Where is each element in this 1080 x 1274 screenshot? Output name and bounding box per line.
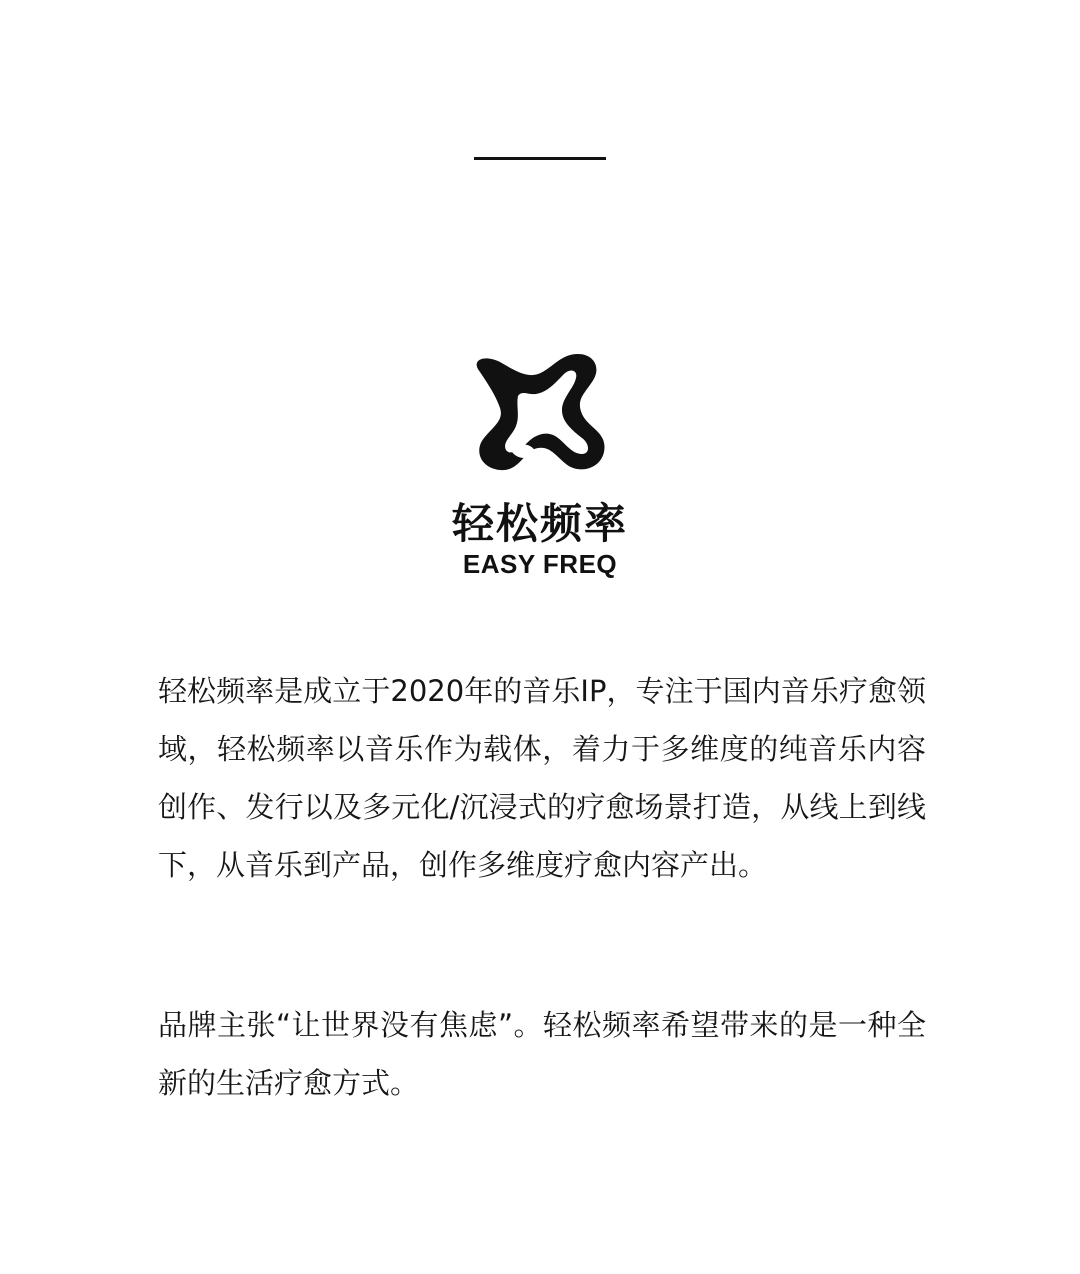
brand-name-en: EASY FREQ [462,549,618,579]
brand-name-cn: 轻松频率 [451,499,628,548]
knot-star-logo-icon [466,350,614,478]
brand-claim-paragraph: 品牌主张“让世界没有焦虑”。轻松频率希望带来的是一种全新的生活疗愈方式。 [158,1008,926,1100]
top-divider [474,157,606,160]
intro-paragraph: 轻松频率是成立于2020年的音乐IP，专注于国内音乐疗愈领域，轻松频率以音乐作为载体，着力于多维度的纯音乐内容创作、发行以及多元化/沉浸式的疗愈场景打造，从线上到线下，从音乐到产品，创作多维度疗愈内容产出。 [158,674,926,882]
